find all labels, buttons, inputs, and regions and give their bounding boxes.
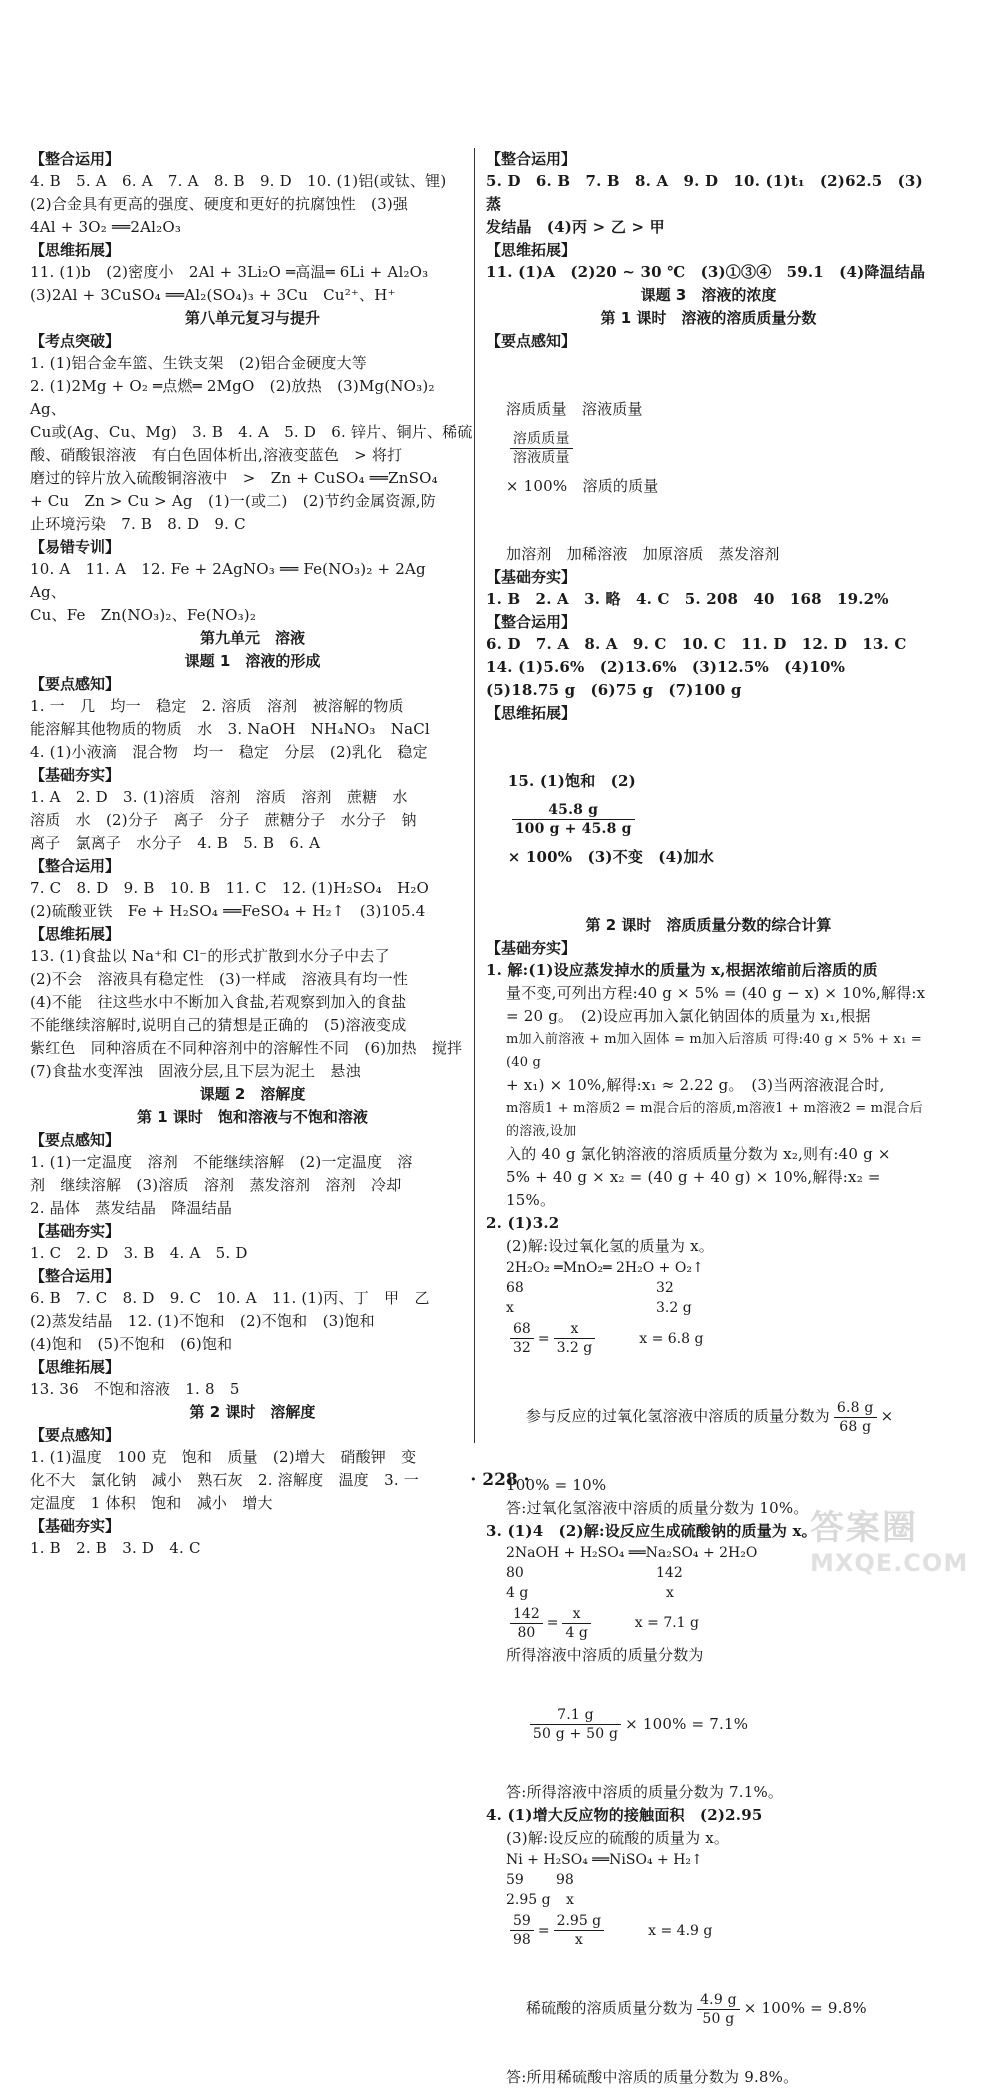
answer-line: 定温度 1 体积 饱和 减小 增大: [30, 1494, 273, 1512]
fraction: [697, 1991, 740, 2028]
lesson-title: 第 2 课时 溶解度: [189, 1403, 316, 1421]
text-part: 稀硫酸的溶质质量分数为: [525, 1999, 694, 2017]
answer-line: (2)解:设过氧化氢的质量为 x。: [506, 1237, 714, 1255]
answer-line: 100% = 10%: [506, 1475, 607, 1494]
section-heading: 【考点突破】: [30, 332, 121, 350]
answer-line: 紫红色 同种溶质在不同种溶剂中的溶解性不同 (6)加热 搅拌: [30, 1039, 463, 1057]
lesson-title: 课题 1 溶液的形成: [184, 652, 321, 670]
answer-line: 酸、硝酸银溶液 有白色固体析出,溶液变蓝色 > 将打: [30, 446, 403, 464]
section-heading: 【易错专训】: [30, 538, 121, 556]
text-part: ×: [880, 1407, 894, 1425]
fraction: [510, 1605, 543, 1642]
numerator: x: [562, 1605, 590, 1624]
lesson-title: 课题 3 溶液的浓度: [640, 286, 777, 304]
equation-row: [506, 1278, 931, 1298]
mass-value: x: [506, 1300, 514, 1316]
equation: 2H₂O₂ ═MnO₂═ 2H₂O + O₂↑: [506, 1260, 704, 1276]
mass-value: 4 g: [506, 1584, 529, 1601]
answer-line: 11. (1)A (2)20 ~ 30 ℃ (3)①③④ 59.1 (4)降温结晶: [486, 263, 926, 281]
answer-line: 2. (1)3.2: [486, 1214, 560, 1232]
mass-value: 3.2 g: [656, 1300, 692, 1316]
fraction: [554, 1320, 596, 1357]
answer-line: (4)饱和 (5)不饱和 (6)饱和: [30, 1335, 233, 1353]
section-heading: 【思维拓展】: [486, 703, 577, 722]
equation: 2NaOH + H₂SO₄ ══Na₂SO₄ + 2H₂O: [506, 1544, 758, 1561]
equation-block: [486, 1850, 931, 1949]
fraction: [530, 1706, 621, 1743]
answer-line: 6. B 7. C 8. D 9. C 10. A 11. (1)丙、丁 甲 乙: [30, 1289, 430, 1307]
answer-line: (2)蒸发结晶 12. (1)不饱和 (2)不饱和 (3)饱和: [30, 1312, 375, 1330]
denominator: 98: [513, 1932, 531, 1948]
molar-value: 32: [656, 1280, 674, 1296]
text-part: 15. (1)饱和 (2): [507, 771, 636, 790]
numerator: 2.95 g: [554, 1912, 605, 1931]
answer-line: + Cu Zn > Cu > Ag (1)一(或二) (2)节约金属资源,防: [30, 492, 436, 510]
answer-line: 2. 晶体 蒸发结晶 降温结晶: [30, 1199, 233, 1217]
answer-line: 答:所得溶液中溶质的质量分数为 7.1%。: [506, 1783, 784, 1801]
answer-line: 10. A 11. A 12. Fe + 2AgNO₃ ══ Fe(NO₃)₂ + 2Ag Ag、: [30, 560, 442, 601]
denominator: 100 g + 45.8 g: [514, 821, 632, 837]
answer-line: 能溶解其他物质的物质 水 3. NaOH NH₄NO₃ NaCl: [30, 720, 430, 738]
answer-line: 1. (1)铝合金车篮、生铁支架 (2)铝合金硬度大等: [30, 354, 367, 372]
equation-row: [506, 1298, 931, 1318]
answer-line: 1. C 2. D 3. B 4. A 5. D: [30, 1244, 248, 1262]
text-part: × 100% (3)不变 (4)加水: [507, 848, 714, 866]
answer-line: 所得溶液中溶质的质量分数为: [506, 1645, 704, 1664]
section-heading: 【整合运用】: [486, 612, 577, 631]
denominator: 50 g: [702, 2010, 735, 2027]
text-part: 参与反应的过氧化氢溶液中溶质的质量分数为: [525, 1407, 830, 1425]
molar-value: 68: [506, 1280, 524, 1296]
answer-line: (3)解:设反应的硫酸的质量为 x。: [506, 1829, 730, 1847]
watermark-text: 答案圈: [810, 1508, 918, 1548]
answer-line: m溶质1 + m溶质2 = m混合后的溶质,m溶液1 + m溶液2 = m混合后的溶液,设加: [506, 1101, 923, 1139]
answer-line: [486, 1667, 931, 1782]
answer-line: 量不变,可列出方程:40 g × 5% = (40 g − x) × 10%,解得:x: [506, 984, 926, 1002]
text-part: × 100% = 7.1%: [625, 1714, 749, 1733]
section-heading: 【要点感知】: [30, 1426, 121, 1444]
equals-sign: =: [537, 1922, 550, 1939]
answer-line: (5)18.75 g (6)75 g (7)100 g: [486, 680, 742, 699]
denominator: x: [574, 1932, 583, 1948]
text-part: × 100% 溶质的质量: [505, 476, 659, 495]
answer-line: 4. B 5. A 6. A 7. A 8. B 9. D 10. (1)铝(或钛、锂): [30, 172, 447, 190]
answer-line: 磨过的锌片放入硫酸铜溶液中 > Zn + CuSO₄ ══ZnSO₄: [30, 469, 438, 487]
numerator: 142: [510, 1605, 543, 1624]
answer-line: Cu或(Ag、Cu、Mg) 3. B 4. A 5. D 6. 锌片、铜片、稀硫: [30, 423, 473, 441]
section-heading: 【整合运用】: [30, 1267, 121, 1285]
result: x = 7.1 g: [634, 1615, 699, 1631]
molar-value: 80: [506, 1564, 524, 1581]
left-column: [30, 148, 475, 1560]
answer-line: [486, 1951, 931, 2066]
answer-line: 13. (1)食盐以 Na⁺和 Cl⁻的形式扩散到水分子中去了: [30, 947, 390, 965]
answer-line: 入的 40 g 氯化钠溶液的溶质质量分数为 x₂,则有:40 g ×: [506, 1145, 891, 1163]
answer-line: 1. B 2. A 3. 略 4. C 5. 208 40 168 19.2%: [486, 589, 889, 608]
answer-line: [486, 352, 931, 543]
lesson-title: 第 1 课时 饱和溶液与不饱和溶液: [137, 1108, 368, 1126]
answer-line: [486, 724, 931, 915]
equation: Ni + H₂SO₄ ══NiSO₄ + H₂↑: [506, 1852, 703, 1868]
lesson-subtitle: 第 1 课时 溶液的溶质质量分数: [600, 309, 817, 327]
numerator: 溶质质量: [510, 430, 573, 449]
section-heading: 【思维拓展】: [30, 241, 121, 259]
answer-line: 离子 氯离子 水分子 4. B 5. B 6. A: [30, 834, 321, 852]
answer-line: 3. (1)4 (2)解:设反应生成硫酸钠的质量为 x。: [486, 1521, 817, 1540]
section-heading: 【基础夯实】: [486, 939, 577, 957]
denominator: 32: [513, 1340, 531, 1356]
fraction: [554, 1912, 605, 1949]
denominator: 4 g: [565, 1624, 588, 1641]
mass-value: x: [666, 1584, 674, 1601]
numerator: 6.8 g: [834, 1399, 877, 1418]
section-heading: 【要点感知】: [486, 332, 577, 350]
denominator: 3.2 g: [556, 1340, 593, 1356]
answer-line: 14. (1)5.6% (2)13.6% (3)12.5% (4)10%: [486, 657, 846, 676]
denominator: 50 g + 50 g: [532, 1726, 619, 1742]
answer-line: (3)2Al + 3CuSO₄ ══Al₂(SO₄)₃ + 3Cu Cu²⁺、H⁺: [30, 286, 396, 304]
section-heading: 【要点感知】: [30, 675, 121, 693]
answer-line: 4. (1)增大反应物的接触面积 (2)2.95: [486, 1806, 763, 1824]
lesson-title: 第九单元 溶液: [199, 629, 305, 647]
section-heading: 【基础夯实】: [486, 567, 577, 586]
numerator: 4.9 g: [697, 1991, 740, 2010]
equation-row: [506, 1890, 931, 1910]
answer-line: = 20 g。 (2)设应再加入氯化钠固体的质量为 x₁,根据: [506, 1007, 871, 1025]
answer-line: 不能继续溶解时,说明自己的猜想是正确的 (5)溶液变成: [30, 1016, 407, 1034]
result: x = 6.8 g: [639, 1330, 704, 1347]
page-number: · 228 ·: [470, 1470, 530, 1490]
denominator: 溶液质量: [512, 449, 570, 466]
answer-line: 1. (1)温度 100 克 饱和 质量 (2)增大 硝酸钾 变: [30, 1448, 417, 1466]
section-heading: 【思维拓展】: [486, 241, 577, 259]
answer-line: 1. 解:(1)设应蒸发掉水的质量为 x,根据浓缩前后溶质的质: [486, 961, 878, 979]
equation-block: [486, 1258, 931, 1357]
answer-line: 1. 一 几 均一 稳定 2. 溶质 溶剂 被溶解的物质: [30, 697, 404, 715]
section-heading: 【思维拓展】: [30, 1358, 121, 1376]
fraction: [562, 1605, 590, 1642]
answer-line: + x₁) × 10%,解得:x₁ ≈ 2.22 g。 (3)当两溶液混合时,: [506, 1076, 885, 1094]
answer-line: m加入前溶液 + m加入固体 = m加入后溶质 可得:40 g × 5% + x₁ = (40 g: [506, 1032, 927, 1070]
answer-line: 溶质 水 (2)分子 离子 分子 蔗糖分子 水分子 钠: [30, 811, 417, 829]
equation-row: [506, 1870, 931, 1890]
answer-line: 1. A 2. D 3. (1)溶质 溶剂 溶质 溶剂 蔗糖 水: [30, 788, 408, 806]
answer-line: 11. (1)b (2)密度小 2Al + 3Li₂O ═高温═ 6Li + Al₂O₃: [30, 263, 429, 281]
answer-line: 1. (1)一定温度 溶剂 不能继续溶解 (2)一定温度 溶: [30, 1153, 413, 1171]
answer-line: 发结晶 (4)丙 > 乙 > 甲: [486, 218, 665, 236]
result: x = 4.9 g: [648, 1922, 713, 1939]
right-column: [486, 148, 931, 2089]
fraction: [510, 1320, 534, 1357]
answer-line: 答:过氧化氢溶液中溶质的质量分数为 10%。: [506, 1498, 809, 1517]
answer-line: 5% + 40 g × x₂ = (40 g + 40 g) × 10%,解得:x₂ = 15%。: [506, 1168, 886, 1209]
equals-sign: =: [546, 1615, 559, 1631]
answer-line: 6. D 7. A 8. A 9. C 10. C 11. D 12. D 13. C: [486, 634, 907, 653]
equals-sign: =: [537, 1330, 550, 1347]
section-heading: 【基础夯实】: [30, 1517, 121, 1535]
numerator: 7.1 g: [530, 1706, 621, 1725]
watermark-url: MXQE.COM: [810, 1549, 969, 1577]
fraction: [510, 430, 573, 467]
answer-line: 13. 36 不饱和溶液 1. 8 5: [30, 1380, 240, 1398]
answer-line: 加溶剂 加稀溶液 加原溶质 蒸发溶剂: [506, 544, 780, 563]
answer-line: 4Al + 3O₂ ══2Al₂O₃: [30, 218, 182, 236]
answer-line: 剂 继续溶解 (3)溶质 溶剂 蒸发溶剂 溶剂 冷却: [30, 1176, 402, 1194]
answer-line: (7)食盐水变浑浊 固液分层,且下层为泥土 悬浊: [30, 1062, 361, 1080]
answer-line: 1. B 2. B 3. D 4. C: [30, 1539, 201, 1557]
fraction: [834, 1399, 877, 1436]
mass-value: 2.95 g: [506, 1892, 551, 1908]
answer-line: (2)不会 溶液具有稳定性 (3)一样咸 溶液具有均一性: [30, 970, 409, 988]
lesson-title: 第八单元复习与提升: [184, 309, 320, 327]
proportion-row: [506, 1320, 931, 1357]
section-heading: 【基础夯实】: [30, 1222, 121, 1240]
mass-value: x: [566, 1892, 574, 1908]
denominator: 68 g: [839, 1418, 872, 1435]
molar-value: 59: [506, 1872, 524, 1888]
text-part: 溶质质量 溶液质量: [505, 400, 643, 418]
fraction: [510, 1912, 534, 1949]
proportion-row: [506, 1912, 931, 1949]
numerator: 68: [510, 1320, 534, 1339]
numerator: 59: [510, 1912, 534, 1931]
molar-value: 98: [556, 1872, 574, 1888]
text-part: × 100% = 9.8%: [743, 1999, 867, 2017]
answer-line: 化不大 氯化钠 减小 熟石灰 2. 溶解度 温度 3. 一: [30, 1471, 419, 1489]
lesson-title: 课题 2 溶解度: [199, 1085, 306, 1103]
answer-line: 7. C 8. D 9. B 10. B 11. C 12. (1)H₂SO₄ H₂O: [30, 879, 430, 897]
numerator: 45.8 g: [512, 801, 635, 820]
section-heading: 【整合运用】: [486, 150, 577, 168]
section-heading: 【基础夯实】: [30, 766, 121, 784]
proportion-row: [506, 1605, 931, 1642]
lesson-subtitle: 第 2 课时 溶质质量分数的综合计算: [585, 916, 832, 934]
section-heading: 【思维拓展】: [30, 925, 121, 943]
answer-line: 4. (1)小液滴 混合物 均一 稳定 分层 (2)乳化 稳定: [30, 743, 428, 761]
answer-line: Cu、Fe Zn(NO₃)₂、Fe(NO₃)₂: [30, 606, 257, 624]
answer-line: 2. (1)2Mg + O₂ ═点燃═ 2MgO (2)放热 (3)Mg(NO₃)₂ Ag、: [30, 377, 450, 418]
answer-line: 5. D 6. B 7. B 8. A 9. D 10. (1)t₁ (2)62.5 (3)蒸: [486, 172, 923, 213]
answer-line: (4)不能 往这些水中不断加入食盐,若观察到加入的食盐: [30, 993, 407, 1011]
section-heading: 【整合运用】: [30, 150, 121, 168]
section-heading: 【要点感知】: [30, 1131, 121, 1149]
answer-line: (2)合金具有更高的强度、硬度和更好的抗腐蚀性 (3)强: [30, 195, 409, 213]
answer-line: 止环境污染 7. B 8. D 9. C: [30, 515, 246, 533]
fraction: [512, 801, 635, 838]
watermark-logo: [810, 1500, 985, 1585]
molar-value: 142: [656, 1564, 683, 1581]
section-heading: 【整合运用】: [30, 857, 121, 875]
answer-line: (2)硫酸亚铁 Fe + H₂SO₄ ══FeSO₄ + H₂↑ (3)105.4: [30, 902, 426, 920]
answer-line: 答:所用稀硫酸中溶质的质量分数为 9.8%。: [506, 2067, 799, 2086]
answer-line: [486, 1359, 931, 1474]
denominator: 80: [517, 1624, 536, 1641]
numerator: x: [554, 1320, 596, 1339]
